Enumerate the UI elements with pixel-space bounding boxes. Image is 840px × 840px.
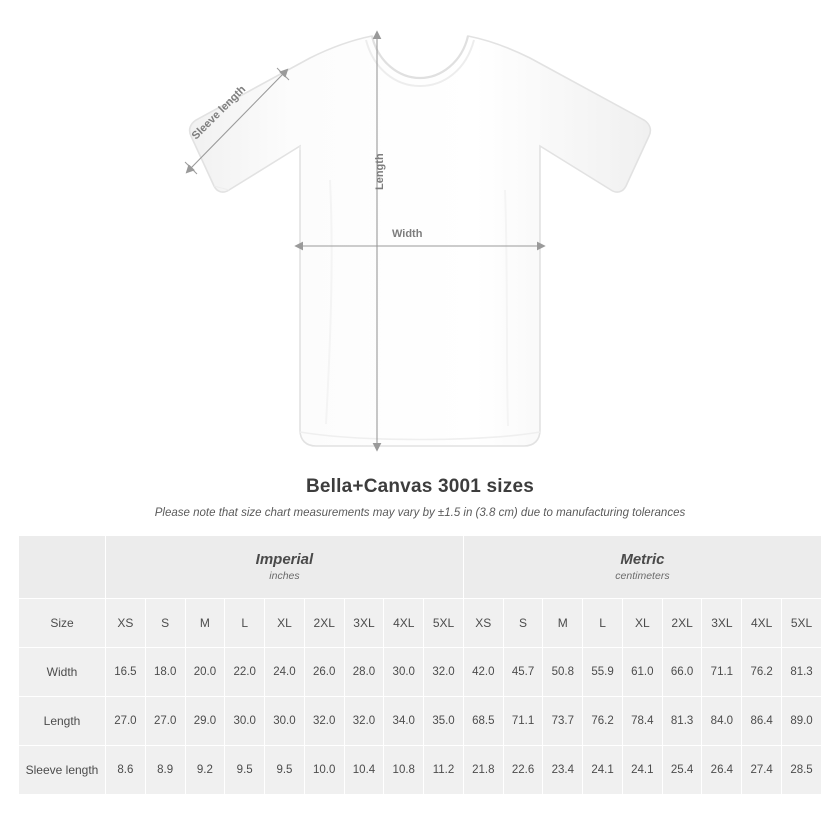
table-column-header: L bbox=[225, 599, 265, 648]
table-cell: 89.0 bbox=[782, 697, 822, 746]
table-cell: 9.5 bbox=[225, 746, 265, 795]
table-column-header: 4XL bbox=[742, 599, 782, 648]
table-cell: 50.8 bbox=[543, 648, 583, 697]
table-column-header: 5XL bbox=[424, 599, 464, 648]
table-column-header: XS bbox=[463, 599, 503, 648]
table-cell: 73.7 bbox=[543, 697, 583, 746]
table-cell: 25.4 bbox=[662, 746, 702, 795]
size-table bbox=[18, 535, 822, 795]
table-cell: 81.3 bbox=[662, 697, 702, 746]
table-cell: 27.0 bbox=[106, 697, 146, 746]
table-size-label: Size bbox=[19, 599, 106, 648]
table-cell: 86.4 bbox=[742, 697, 782, 746]
table-cell: 45.7 bbox=[503, 648, 543, 697]
table-cell: 32.0 bbox=[424, 648, 464, 697]
table-cell: 22.0 bbox=[225, 648, 265, 697]
table-cell: 68.5 bbox=[463, 697, 503, 746]
table-column-header: L bbox=[583, 599, 623, 648]
page-title: Bella+Canvas 3001 sizes bbox=[305, 476, 534, 497]
table-cell: 61.0 bbox=[622, 648, 662, 697]
table-cell: 8.9 bbox=[145, 746, 185, 795]
table-cell: 78.4 bbox=[622, 697, 662, 746]
table-cell: 76.2 bbox=[742, 648, 782, 697]
table-cell: 28.0 bbox=[344, 648, 384, 697]
label-sleeve-length: Sleeve length bbox=[189, 83, 249, 143]
table-column-header: XL bbox=[622, 599, 662, 648]
table-cell: 71.1 bbox=[702, 648, 742, 697]
table-column-header: 3XL bbox=[702, 599, 742, 648]
table-cell: 8.6 bbox=[106, 746, 146, 795]
table-unit-header-row bbox=[19, 536, 822, 599]
table-cell: 10.0 bbox=[304, 746, 344, 795]
table-cell: 16.5 bbox=[106, 648, 146, 697]
table-cell: 24.0 bbox=[265, 648, 305, 697]
table-cell: 81.3 bbox=[782, 648, 822, 697]
tshirt-shape bbox=[190, 36, 651, 446]
table-column-header: 2XL bbox=[662, 599, 702, 648]
table-cell: 18.0 bbox=[145, 648, 185, 697]
table-cell: 76.2 bbox=[583, 697, 623, 746]
table-cell: 20.0 bbox=[185, 648, 225, 697]
table-cell: 42.0 bbox=[463, 648, 503, 697]
table-cell: 27.4 bbox=[742, 746, 782, 795]
table-cell: 24.1 bbox=[583, 746, 623, 795]
table-unit-header bbox=[463, 536, 821, 599]
table-cell: 26.0 bbox=[304, 648, 344, 697]
table-cell: 11.2 bbox=[424, 746, 464, 795]
table-cell: 26.4 bbox=[702, 746, 742, 795]
table-cell: 30.0 bbox=[265, 697, 305, 746]
label-length: Length bbox=[374, 153, 386, 190]
table-column-header: 2XL bbox=[304, 599, 344, 648]
table-column-header: M bbox=[543, 599, 583, 648]
table-size-header-row bbox=[19, 599, 822, 648]
table-column-header: 4XL bbox=[384, 599, 424, 648]
table-cell: 29.0 bbox=[185, 697, 225, 746]
table-column-header: 5XL bbox=[782, 599, 822, 648]
unit-name: Metric bbox=[620, 550, 665, 568]
unit-subtitle: inches bbox=[269, 569, 300, 582]
table-column-header: M bbox=[185, 599, 225, 648]
table-row-label: Sleeve length bbox=[19, 746, 106, 795]
title-block bbox=[0, 470, 840, 519]
table-cell: 71.1 bbox=[503, 697, 543, 746]
size-table-wrap bbox=[0, 535, 840, 795]
table-cell: 27.0 bbox=[145, 697, 185, 746]
table-cell: 10.4 bbox=[344, 746, 384, 795]
table-row-label: Length bbox=[19, 697, 106, 746]
table-column-header: S bbox=[145, 599, 185, 648]
table-cell: 9.2 bbox=[185, 746, 225, 795]
table-unit-header bbox=[106, 536, 464, 599]
table-cell: 35.0 bbox=[424, 697, 464, 746]
table-row bbox=[19, 746, 822, 795]
table-column-header: S bbox=[503, 599, 543, 648]
table-cell: 34.0 bbox=[384, 697, 424, 746]
table-cell: 30.0 bbox=[225, 697, 265, 746]
unit-name: Imperial bbox=[255, 550, 314, 568]
table-cell: 32.0 bbox=[304, 697, 344, 746]
table-row bbox=[19, 648, 822, 697]
table-cell: 22.6 bbox=[503, 746, 543, 795]
table-column-header: 3XL bbox=[344, 599, 384, 648]
table-row bbox=[19, 697, 822, 746]
tolerance-note: Please note that size chart measurements may vary by ±1.5 in (3.8 cm) due to manufacturing tolerances bbox=[154, 507, 686, 519]
label-width: Width bbox=[392, 228, 423, 240]
table-corner-cell bbox=[19, 536, 106, 599]
table-cell: 23.4 bbox=[543, 746, 583, 795]
table-cell: 32.0 bbox=[344, 697, 384, 746]
table-cell: 84.0 bbox=[702, 697, 742, 746]
table-cell: 28.5 bbox=[782, 746, 822, 795]
table-cell: 55.9 bbox=[583, 648, 623, 697]
table-cell: 24.1 bbox=[622, 746, 662, 795]
table-column-header: XL bbox=[265, 599, 305, 648]
table-cell: 21.8 bbox=[463, 746, 503, 795]
table-cell: 66.0 bbox=[662, 648, 702, 697]
table-cell: 9.5 bbox=[265, 746, 305, 795]
table-column-header: XS bbox=[106, 599, 146, 648]
table-cell: 10.8 bbox=[384, 746, 424, 795]
table-row-label: Width bbox=[19, 648, 106, 697]
table-cell: 30.0 bbox=[384, 648, 424, 697]
unit-subtitle: centimeters bbox=[615, 569, 670, 582]
